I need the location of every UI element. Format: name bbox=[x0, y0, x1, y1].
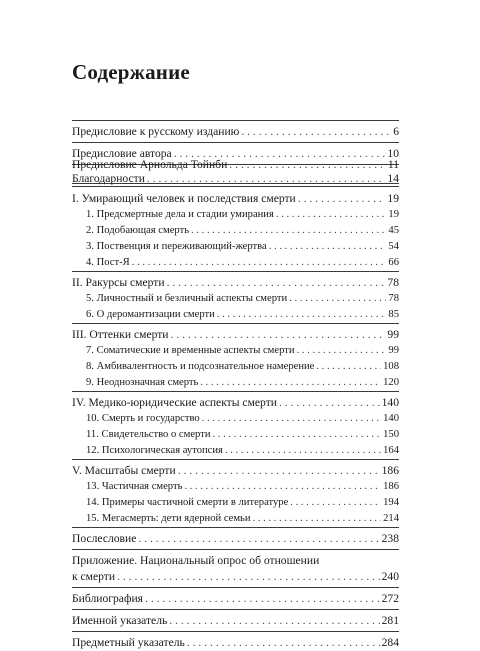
divider bbox=[72, 120, 399, 121]
toc-chapter: 11. Свидетельство о смерти . . . 150 bbox=[86, 427, 399, 443]
toc-chapter: 14. Примеры частичной смерти в литературе . . . 194 bbox=[86, 495, 399, 511]
toc-section: II. Ракурсы смерти . . . 78 bbox=[72, 275, 399, 291]
toc-chapter: 10. Смерть и государство . . . 140 bbox=[86, 411, 399, 427]
divider bbox=[72, 587, 399, 588]
divider bbox=[72, 549, 399, 550]
toc-entry: Предметный указатель . . . 284 bbox=[72, 635, 399, 651]
toc-entry: Библиография . . . 272 bbox=[72, 591, 399, 607]
toc-chapter: 12. Психологическая аутопсия . . . 164 bbox=[86, 443, 399, 459]
toc-chapter: 13. Частичная смерть . . . 186 bbox=[86, 479, 399, 495]
toc-entry: Благодарности . . . 14 bbox=[72, 171, 399, 187]
divider bbox=[72, 459, 399, 460]
toc-chapter: 8. Амбивалентность и подсознательное намерение . . . 108 bbox=[86, 359, 399, 375]
toc-entry-line: Приложение. Национальный опрос об отношении bbox=[72, 554, 320, 567]
toc-chapter: 15. Мегасмерть: дети ядерной семьи . . . 214 bbox=[86, 511, 399, 527]
divider bbox=[72, 323, 399, 324]
divider bbox=[72, 271, 399, 272]
toc-entry: к смерти . . . 240 bbox=[72, 569, 399, 585]
toc-chapter: 7. Соматические и временные аспекты смерти . . . 99 bbox=[86, 343, 399, 359]
toc-chapter: 1. Предсмертные дела и стадии умирания . . . 19 bbox=[86, 207, 399, 223]
divider bbox=[72, 142, 399, 143]
toc-chapter: 5. Личностный и безличный аспекты смерти . . . 78 bbox=[86, 291, 399, 307]
toc-entry: Послесловие . . . 238 bbox=[72, 531, 399, 547]
divider bbox=[72, 527, 399, 528]
toc-chapter: 2. Подобающая смерть . . . 45 bbox=[86, 223, 399, 239]
toc-chapter: 3. Поственция и переживающий-жертва . . . 54 bbox=[86, 239, 399, 255]
toc-entry: Предисловие Арнольда Тойнби . . . 11 bbox=[72, 157, 399, 173]
divider bbox=[72, 609, 399, 610]
toc-section: V. Масштабы смерти . . . 186 bbox=[72, 463, 399, 479]
toc-chapter: 9. Неоднозначная смерть . . . 120 bbox=[86, 375, 399, 391]
toc-entry: Именной указатель . . . 281 bbox=[72, 613, 399, 629]
divider bbox=[72, 631, 399, 632]
page-title: Содержание bbox=[72, 60, 190, 84]
toc-section: IV. Медико-юридические аспекты смерти . . . 140 bbox=[72, 395, 399, 411]
divider bbox=[72, 391, 399, 392]
toc-chapter: 6. О деромантизации смерти . . . 85 bbox=[86, 307, 399, 323]
toc-entry: Предисловие к русскому изданию . . . 6 bbox=[72, 124, 399, 140]
toc-section: III. Оттенки смерти . . . 99 bbox=[72, 327, 399, 343]
toc-chapter: 4. Пост-Я . . . 66 bbox=[86, 255, 399, 271]
toc-entry: Предисловие автора . . . 10 bbox=[72, 146, 399, 162]
divider bbox=[72, 186, 399, 187]
toc-section: I. Умирающий человек и последствия смерти . . . 19 bbox=[72, 191, 399, 207]
